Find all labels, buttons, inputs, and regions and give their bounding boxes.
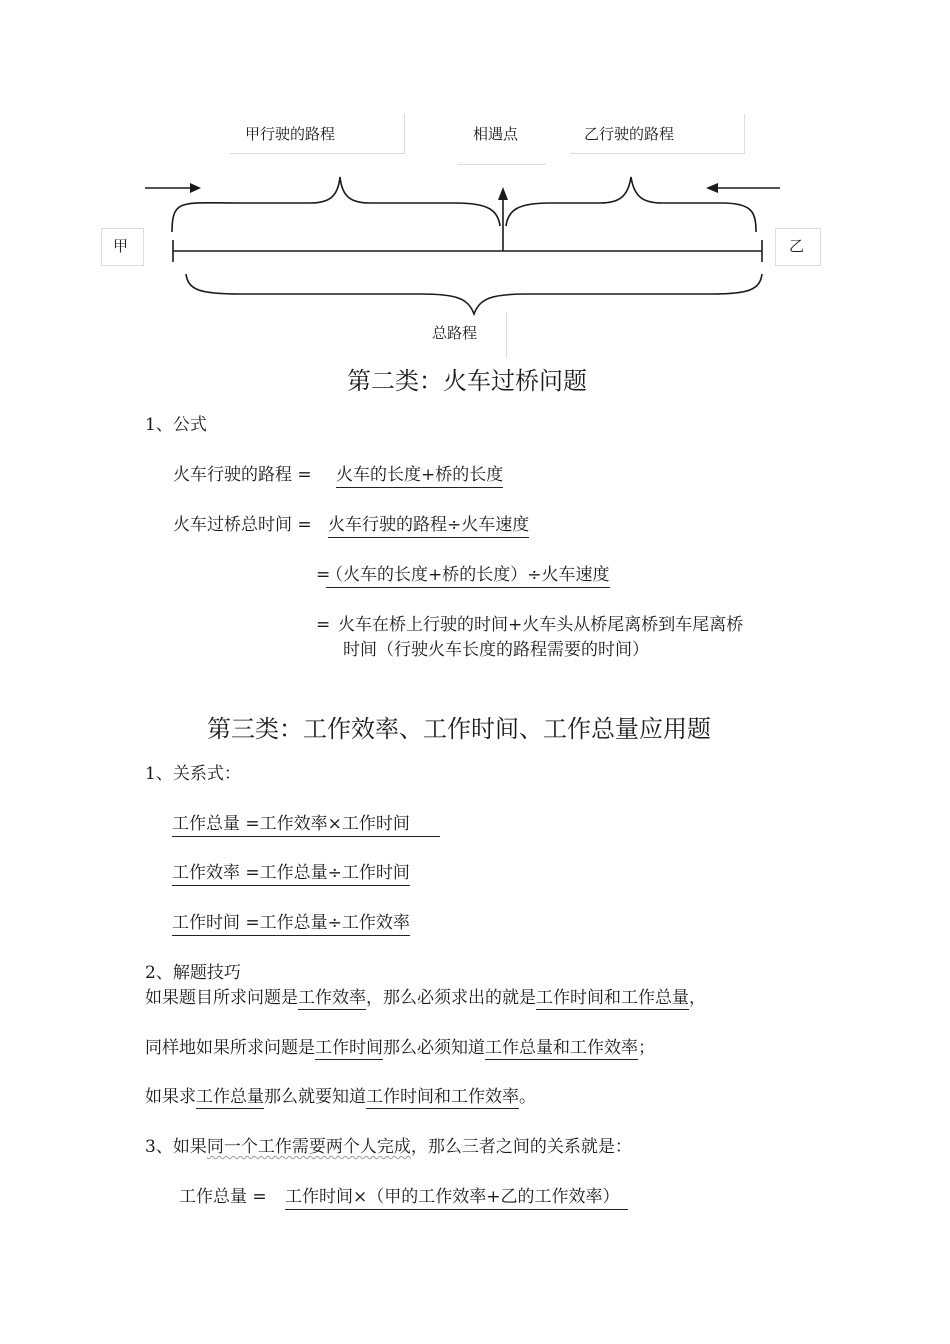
formula-total-time-alt2-eq: = [316, 615, 331, 635]
yi-label: 乙 [789, 237, 805, 255]
tip-paragraph-2: 同样地如果所求问题是工作时间那么必须知道工作总量和工作效率； [145, 1038, 655, 1058]
jia-path-brace [172, 177, 500, 232]
yi-path-label: 乙行驶的路程 [584, 125, 675, 143]
jia-path-label: 甲行驶的路程 [245, 125, 336, 143]
tip-paragraph-4: 3、如果同一个工作需要两个人完成，那么三者之间的关系就是： [145, 1137, 632, 1157]
formula-total-time-alt2-line1: 火车在桥上行驶的时间+火车头从桥尾离桥到车尾离桥 [338, 615, 744, 635]
meeting-diagram [0, 0, 950, 370]
section3-title: 第三类：工作效率、工作时间、工作总量应用题 [207, 715, 711, 743]
relation-efficiency: 工作效率 =工作总量÷工作时间 [172, 862, 410, 886]
section2-title: 第二类：火车过桥问题 [347, 367, 587, 395]
formula-total-time-alt: （火车的长度+桥的长度）÷火车速度 [326, 564, 610, 588]
section3-heading-relations: 1、关系式： [145, 764, 241, 784]
meet-point-label: 相遇点 [473, 125, 519, 143]
total-route-brace [186, 274, 762, 314]
formula-total-time-alt2-line2: 时间（行驶火车长度的路程需要的时间） [343, 640, 649, 660]
total-label: 总路程 [432, 324, 478, 342]
section3-heading-tips: 2、解题技巧 [145, 963, 241, 983]
formula-total-time-right: 火车行驶的路程÷火车速度 [328, 514, 529, 538]
formula-train-distance-left: 火车行驶的路程 = [173, 465, 312, 485]
yi-path-brace [506, 177, 756, 232]
formula-train-distance-right: 火车的长度+桥的长度 [336, 464, 503, 488]
relation-time: 工作时间 =工作总量÷工作效率 [172, 912, 410, 936]
section2-heading: 1、公式 [145, 415, 207, 435]
formula-two-workers-left: 工作总量 = [179, 1187, 267, 1207]
relation-total-work: 工作总量 =工作效率×工作时间 [172, 813, 440, 837]
formula-two-workers-right: 工作时间×（甲的工作效率+乙的工作效率） [285, 1186, 628, 1210]
jia-label: 甲 [113, 237, 129, 255]
tip-paragraph-3: 如果求工作总量那么就要知道工作时间和工作效率。 [145, 1087, 536, 1107]
formula-total-time-left: 火车过桥总时间 = [173, 515, 312, 535]
tip-paragraph-1: 如果题目所求问题是工作效率，那么必须求出的就是工作时间和工作总量， [145, 988, 706, 1008]
formula-total-time-alt-eq: = [316, 565, 331, 585]
